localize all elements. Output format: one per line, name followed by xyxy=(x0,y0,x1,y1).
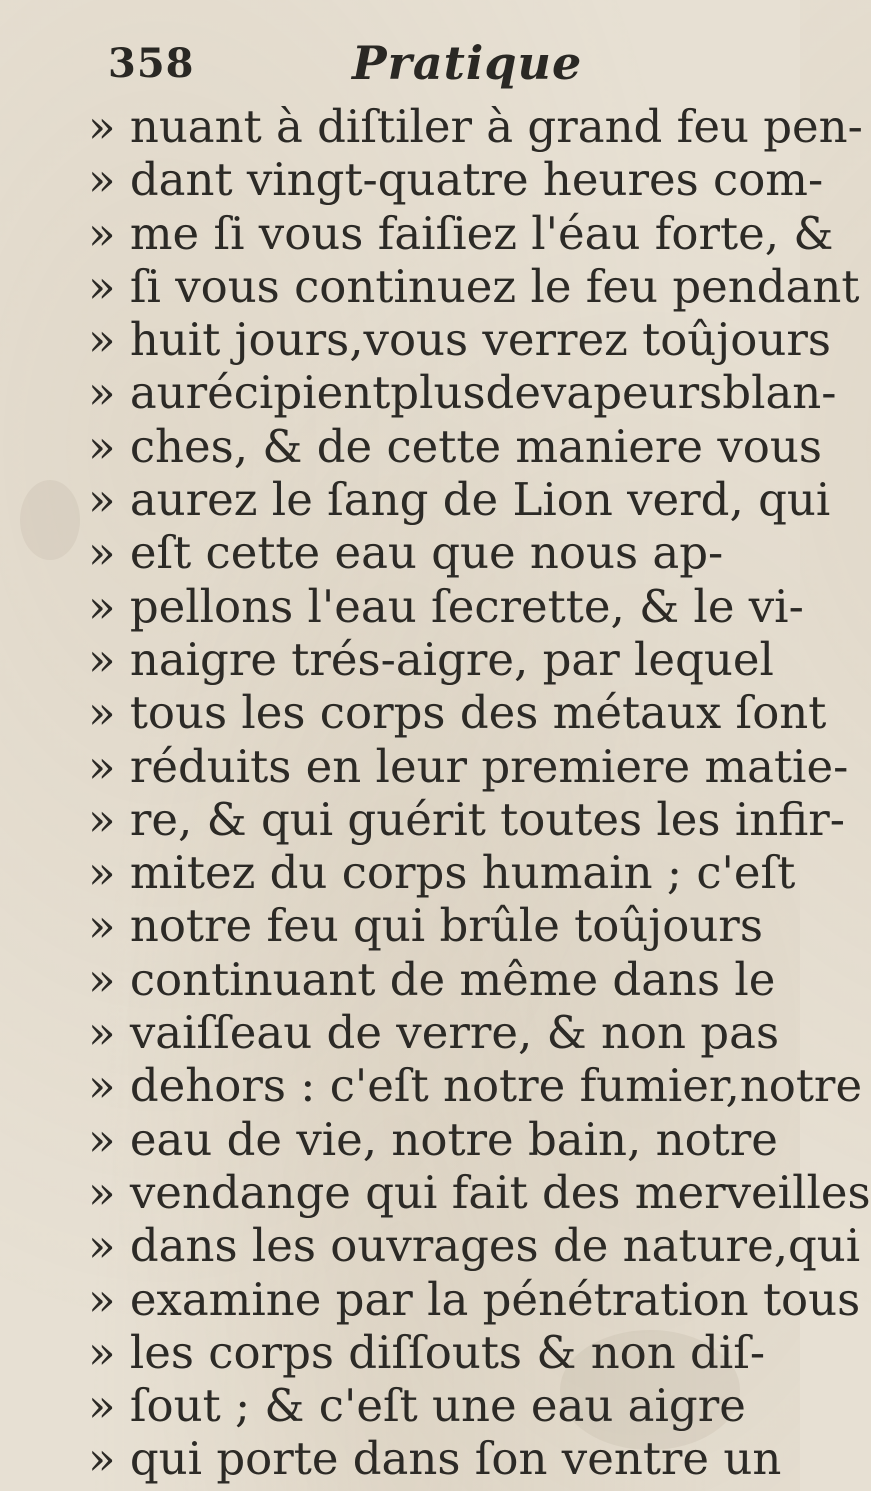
text-line: » réduits en leur premiere matie- xyxy=(88,739,849,793)
page-number: 358 xyxy=(108,40,195,87)
text-line: » huit jours,vous verrez toûjours xyxy=(88,313,831,367)
text-line: » aurez le ſang de Lion verd, qui xyxy=(88,473,831,527)
paper-stain xyxy=(20,480,80,560)
text-line: » nuant à diſtiler à grand feu pen- xyxy=(88,100,863,153)
text-line: » naigre trés-aigre, par lequel xyxy=(88,632,774,686)
text-line: » notre feu qui brûle toûjours xyxy=(88,899,763,953)
text-line: » me ſi vous faiſiez l'éau forte, & xyxy=(88,206,834,260)
text-line: » dehors : c'eſt notre fumier,notre xyxy=(88,1059,863,1113)
text-line: » continuant de même dans le xyxy=(88,952,776,1006)
text-line: » tous les corps des métaux ſont xyxy=(88,686,827,740)
text-line: » re, & qui guérit toutes les infir- xyxy=(88,792,845,846)
text-line: » vendange qui fait des merveilles xyxy=(88,1165,871,1219)
text-line: » dans les ouvrages de nature,qui xyxy=(88,1219,861,1273)
text-line: » vaiſſeau de verre, & non pas xyxy=(88,1006,780,1060)
text-line: » ſi vous continuez le feu pendant xyxy=(88,259,860,313)
text-line: » pellons l'eau ſecrette, & le vi- xyxy=(88,579,804,633)
text-line: » aurécipientplusdevapeursblan- xyxy=(88,366,837,420)
text-line: » dant vingt-quatre heures com- xyxy=(88,153,824,207)
text-line: » mitez du corps humain ; c'eſt xyxy=(88,846,796,900)
running-title: Pratique xyxy=(352,36,583,90)
text-line: » ches, & de cette maniere vous xyxy=(88,419,822,473)
text-line: » eau de vie, notre bain, notre xyxy=(88,1112,778,1166)
text-line: » eſt cette eau que nous ap- xyxy=(88,526,724,580)
text-line: » examine par la pénétration tous xyxy=(88,1272,861,1326)
text-line: » les corps diſſouts & non diſ- xyxy=(88,1325,766,1379)
body-text xyxy=(88,100,871,1486)
page-header xyxy=(108,34,728,94)
text-line: » ſout ; & c'eſt une eau aigre xyxy=(88,1379,746,1433)
text-line: » qui porte dans ſon ventre un xyxy=(88,1432,782,1486)
